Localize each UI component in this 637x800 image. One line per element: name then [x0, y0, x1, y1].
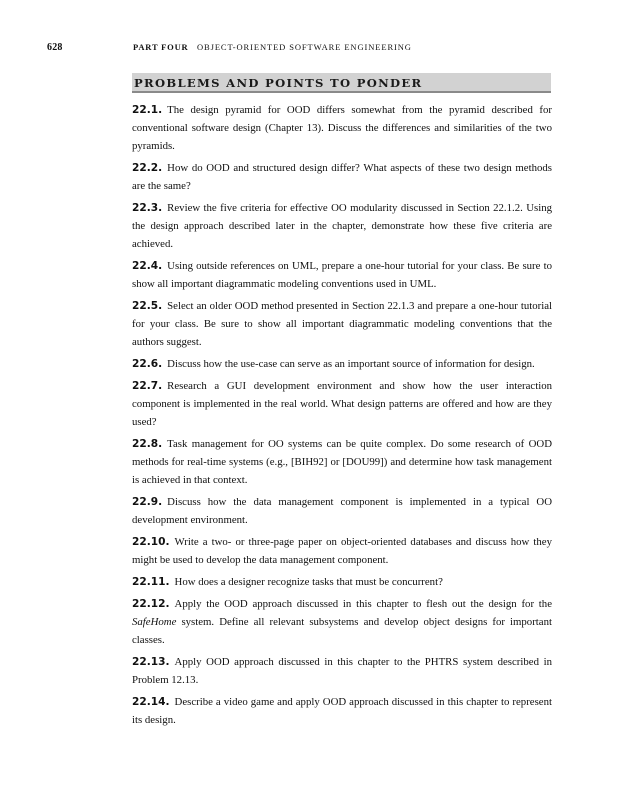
problem-number: 22.7.: [132, 380, 163, 392]
problem-item: [132, 533, 552, 569]
problem-item: [132, 595, 552, 649]
problem-item: [132, 435, 552, 489]
problem-text: Review the five criteria for effective OO modularity discussed in Section 22.1.2. Using the design approach described later in the chapter, demonstrate how these five criteria are achieved.: [132, 202, 552, 250]
problem-number: 22.3.: [132, 202, 163, 214]
problem-item: [132, 159, 552, 195]
problem-text: Task management for OO systems can be quite complex. Do some research of OOD methods for real-time systems (e.g., [BIH92] or [DOU99]) and determine how task management is achieved in that context.: [132, 438, 552, 486]
problem-item: [132, 377, 552, 431]
problem-item: [132, 257, 552, 293]
problem-text: How do OOD and structured design differ? What aspects of these two design methods are the same?: [132, 162, 552, 192]
problem-text: How does a designer recognize tasks that must be concurrent?: [174, 576, 443, 588]
part-title: OBJECT-ORIENTED SOFTWARE ENGINEERING: [197, 42, 412, 52]
problem-number: 22.2.: [132, 162, 163, 174]
problem-number: 22.11.: [132, 576, 170, 588]
problem-item: [132, 355, 552, 373]
problem-text: Discuss how the data management component is implemented in a typical OO development environment.: [132, 496, 552, 526]
running-head: [47, 42, 597, 56]
problem-text: Using outside references on UML, prepare a one-hour tutorial for your class. Be sure to show all important diagrammatic modeling conventions used in UML.: [132, 260, 552, 290]
section-heading: [132, 73, 551, 93]
problem-text-start: Apply the OOD approach discussed in this chapter to flesh out the design for the: [174, 598, 552, 610]
section-title: PROBLEMS AND POINTS TO PONDER: [134, 76, 423, 90]
problem-item: [132, 199, 552, 253]
problem-number: 22.14.: [132, 696, 170, 708]
problem-number: 22.10.: [132, 536, 170, 548]
problem-item: [132, 297, 552, 351]
problem-item: [132, 493, 552, 529]
problem-number: 22.8.: [132, 438, 163, 450]
problem-number: 22.1.: [132, 104, 163, 116]
problem-number: 22.9.: [132, 496, 163, 508]
problem-item: [132, 573, 552, 591]
page-number: 628: [47, 42, 63, 53]
product-name-emphasis: SafeHome: [132, 616, 177, 628]
problem-text: Apply OOD approach discussed in this chapter to the PHTRS system described in Problem 12.13.: [132, 656, 552, 686]
problem-number: 22.5.: [132, 300, 163, 312]
problem-number: 22.6.: [132, 358, 163, 370]
problem-text: [132, 598, 552, 646]
problem-number: 22.13.: [132, 656, 170, 668]
problem-item: [132, 693, 552, 729]
problem-text: Write a two- or three-page paper on object-oriented databases and discuss how they might be used to develop the data management component.: [132, 536, 552, 566]
problem-text: The design pyramid for OOD differs somewhat from the pyramid described for conventional software design (Chapter 13). Discuss the differences and similarities of the two pyramids.: [132, 104, 552, 152]
problem-number: 22.12.: [132, 598, 170, 610]
problem-text: Discuss how the use-case can serve as an important source of information for design.: [167, 358, 535, 370]
problem-item: [132, 653, 552, 689]
problem-list: [132, 101, 552, 733]
problem-item: [132, 101, 552, 155]
problem-text: Research a GUI development environment and show how the user interaction component is implemented in the real world. What design patterns are offered and how are they used?: [132, 380, 552, 428]
part-label: PART FOUR: [133, 42, 189, 52]
problem-text-end: system. Define all relevant subsystems and develop object designs for important classes.: [132, 616, 552, 646]
problem-text: Select an older OOD method presented in Section 22.1.3 and prepare a one-hour tutorial for your class. Be sure to show all important diagrammatic modeling conventions that the authors suggest.: [132, 300, 552, 348]
problem-text: Describe a video game and apply OOD approach discussed in this chapter to represent its design.: [132, 696, 552, 726]
problem-number: 22.4.: [132, 260, 163, 272]
